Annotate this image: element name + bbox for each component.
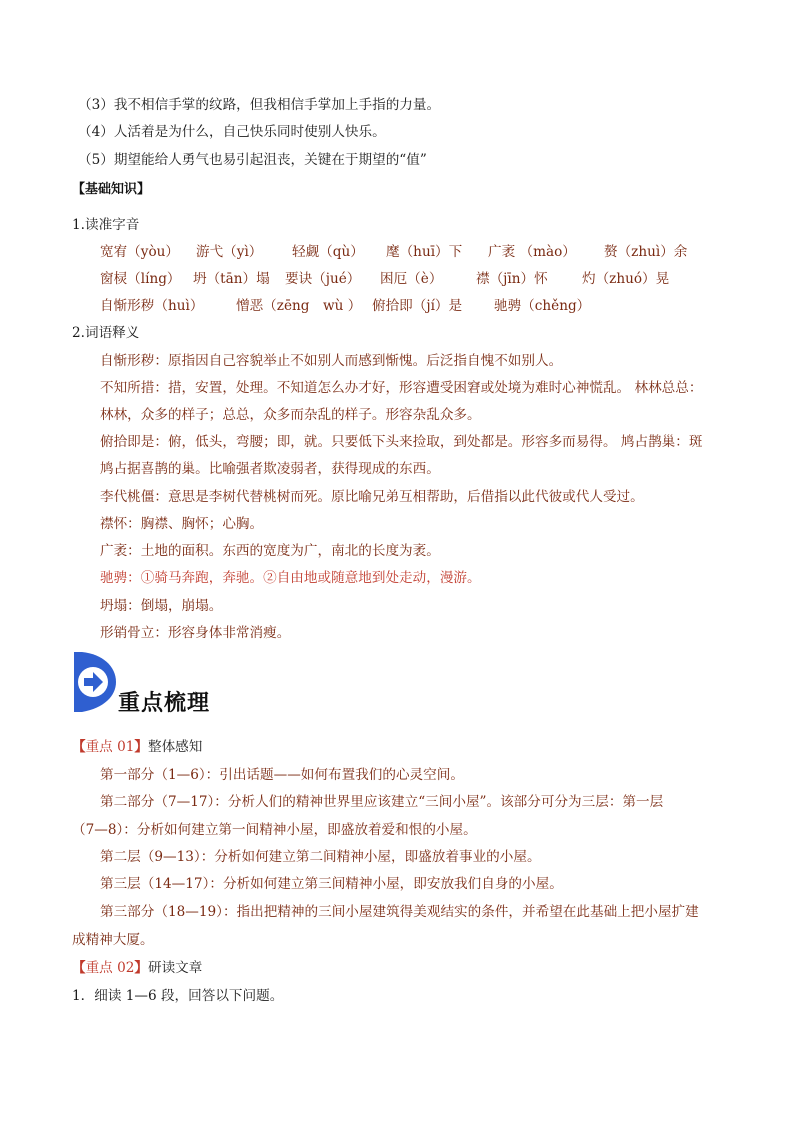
key1-title: 整体感知 — [148, 739, 203, 755]
right-arrow-circle-icon — [70, 650, 118, 714]
bracket-close: 】 — [134, 960, 148, 976]
key1-line: 第一部分（1—6）：引出话题——如何布置我们的心灵空间。 — [100, 767, 464, 783]
pron-item: 困厄（è） — [380, 271, 443, 287]
pron-item: 坍（tān）塌 — [193, 271, 270, 287]
pron-item: 广袤 （mào） — [488, 244, 576, 260]
vocab-line: 驰骋：①骑马奔跑，奔驰。②自由地或随意地到处走动，漫游。 — [100, 570, 481, 586]
pron-row-3 — [100, 296, 590, 316]
key1-line: 第二部分（7—17）：分析人们的精神世界里应该建立“三间小屋”。该部分可分为三层：第一层 — [100, 794, 664, 810]
list-item-3: （3）我不相信手掌的纹路，但我相信手掌加上手指的力量。 — [78, 97, 441, 113]
key2-title: 研读文章 — [148, 960, 203, 976]
key2-question-1: 1．细读 1—6 段，回答以下问题。 — [72, 988, 284, 1004]
bracket-open: 【 — [72, 739, 86, 755]
key1-line: 第二层（9—13）：分析如何建立第二间精神小屋，即盛放着事业的小屋。 — [100, 849, 541, 865]
pron-heading: 1.读准字音 — [72, 217, 140, 233]
vocab-line: 不知所措：措，安置，处理。不知道怎么办才好，形容遭受困窘或处境为难时心神慌乱。 林林总总： — [100, 380, 703, 396]
pron-item: 憎恶（zēng wù ） — [236, 298, 362, 314]
pron-item: 游弋（yì） — [196, 244, 263, 260]
bracket-open: 【 — [72, 182, 86, 197]
vocab-heading: 2.词语释义 — [72, 325, 140, 341]
key2-heading — [72, 958, 202, 978]
bracket-open: 【 — [72, 960, 86, 976]
list-item-5: （5）期望能给人勇气也易引起沮丧，关键在于期望的“值” — [78, 152, 427, 168]
pron-item: 俯拾即（jí）是 — [372, 298, 463, 314]
bracket-close: 】 — [137, 182, 151, 197]
section-heading — [70, 650, 270, 720]
pron-item: 麾（huī）下 — [386, 244, 463, 260]
vocab-line: 俯拾即是：俯，低头，弯腰；即，就。只要低下头来捡取，到处都是。形容多而易得。 鸠占鹊巢：斑 — [100, 434, 703, 450]
pron-item: 襟（jīn）怀 — [476, 271, 548, 287]
pron-item: 自惭形秽（huì） — [100, 298, 204, 314]
key1-line: 第三层（14—17）：分析如何建立第三间精神小屋，即安放我们自身的小屋。 — [100, 876, 563, 892]
key1-line: （7—8）：分析如何建立第一间精神小屋，即盛放着爱和恨的小屋。 — [72, 822, 477, 838]
vocab-line: 形销骨立：形容身体非常消瘦。 — [100, 625, 291, 641]
bracket-close: 】 — [134, 739, 148, 755]
vocab-line: 自惭形秽：原指因自己容貌举止不如别人而感到惭愧。后泛指自愧不如别人。 — [100, 353, 563, 369]
list-item-4: （4）人活着是为什么，自己快乐同时使别人快乐。 — [78, 124, 386, 140]
basics-heading — [72, 180, 150, 200]
pron-row-2 — [100, 269, 669, 289]
pron-row-1 — [100, 242, 687, 262]
vocab-line: 李代桃僵：意思是李树代替桃树而死。原比喻兄弟互相帮助，后借指以此代彼或代人受过。 — [100, 489, 644, 505]
basics-title: 基础知识 — [85, 182, 138, 197]
vocab-line: 坍塌：倒塌，崩塌。 — [100, 598, 223, 614]
vocab-line: 襟怀：胸襟、胸怀；心胸。 — [100, 516, 264, 532]
key1-line: 第三部分（18—19）：指出把精神的三间小屋建筑得美观结实的条件，并希望在此基础上把小屋扩建 — [100, 904, 699, 920]
pron-item: 要诀（jué） — [285, 271, 361, 287]
key2-label: 重点 02 — [85, 960, 135, 976]
pron-item: 赘（zhuì）余 — [604, 244, 688, 260]
pron-item: 窗棂（líng） — [100, 271, 181, 287]
key1-heading — [72, 737, 202, 757]
vocab-line: 鸠占据喜鹊的巢。比喻强者欺凌弱者，获得现成的东西。 — [100, 461, 440, 477]
pron-item: 灼（zhuó）晃 — [582, 271, 670, 287]
section-title: 重点梳理 — [118, 691, 211, 716]
pron-item: 宽宥（yòu） — [100, 244, 179, 260]
pron-item: 轻觑（qù） — [292, 244, 364, 260]
pron-item: 驰骋（chěng） — [494, 298, 591, 314]
vocab-line: 林林，众多的样子；总总，众多而杂乱的样子。形容杂乱众多。 — [100, 407, 481, 423]
vocab-line: 广袤：土地的面积。东西的宽度为广，南北的长度为袤。 — [100, 543, 440, 559]
key1-line: 成精神大厦。 — [72, 932, 154, 948]
key1-label: 重点 01 — [85, 739, 135, 755]
